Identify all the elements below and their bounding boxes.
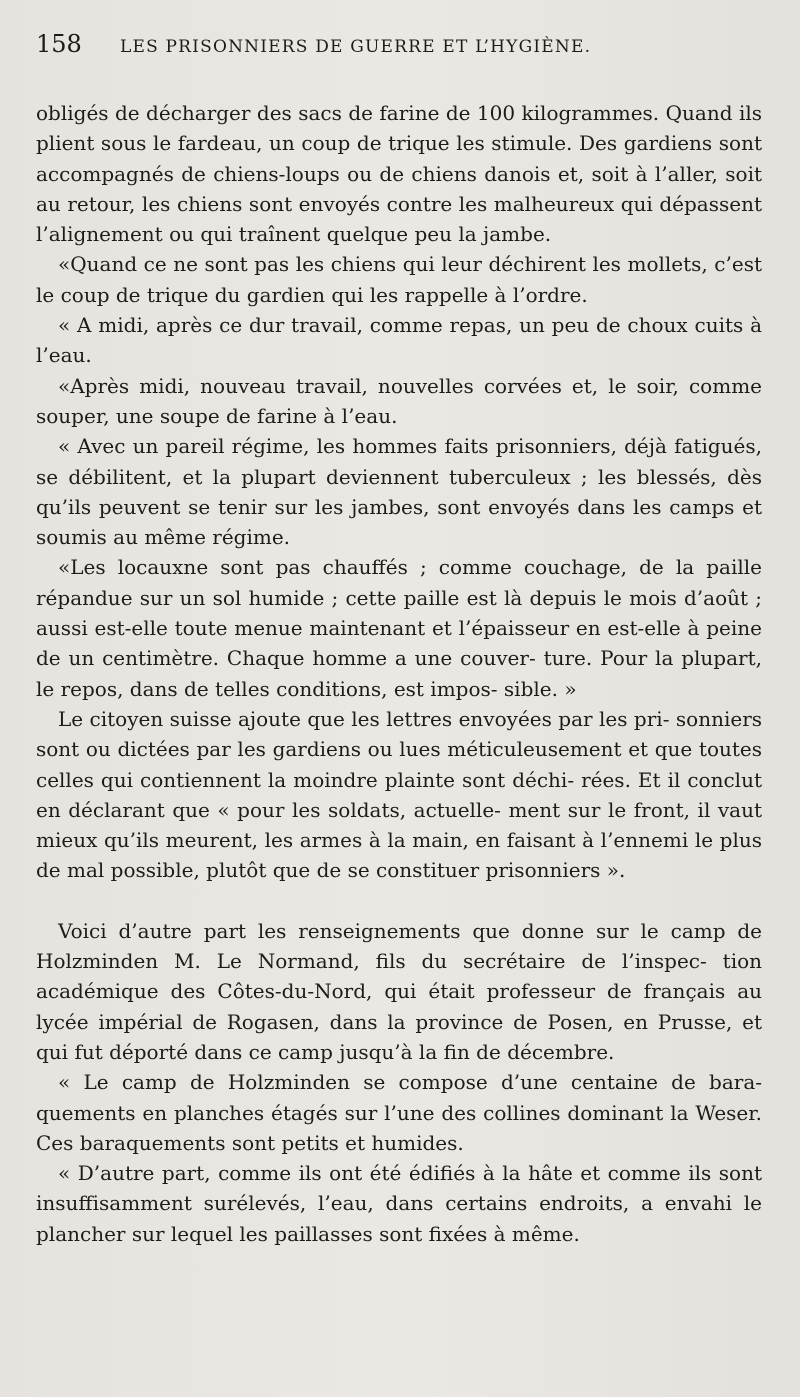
text-line: l’ordre. [512,282,588,307]
text-line: de Holzminden M. Le Normand, fils du secrétaire de l’inspec- [36,918,762,974]
text-line: en Prusse, et qui fut déporté dans ce camp jusqu’à la fin de [36,1009,762,1064]
text-line: quelque peu la jambe. [326,222,552,247]
text-line: Quand ils plient sous le fardeau, un coup de trique les stimule. [36,101,763,156]
text-line: sonniers sont ou dictées par les gardiens ou lues méticuleusement [36,706,763,762]
paragraph-3 [36,310,762,371]
text-line: Weser. Ces baraquements sont petits et humides. [36,1100,762,1155]
text-line: «Les locauxne sont pas chauffés ; comme couchage, de la paille [58,555,762,580]
text-line: a envahi le plancher sur lequel les paillasses sont fixées à même. [36,1191,763,1246]
text-line: tion académique des Côtes-du-Nord, qui était professeur de [36,949,763,1004]
text-line: main, en faisant à l’ennemi le plus de mal possible, plutôt que de [36,828,763,883]
text-line: «Quand ce ne sont pas les chiens qui leur déchirent les [58,252,621,277]
text-line: décembre. [507,1039,615,1064]
text-line: Le citoyen suisse ajoute que les lettres envoyées par les pri- [58,706,670,731]
text-line: ils sont insuffisamment surélevés, l’eau, dans certains endroits, [36,1161,762,1216]
text-line: et que toutes celles qui contiennent la moindre plainte sont déchi- [36,737,762,792]
text-line: mollets, c’est le coup de trique du gardien qui les rappelle à [36,252,762,307]
paragraph-8 [36,916,762,1067]
body-text [36,98,762,1249]
text-line: « D’autre part, comme ils ont été édifiés à la hâte et comme [58,1161,681,1186]
text-line: les blessés, dès qu’ils peuvent se tenir sur les jambes, sont envoyés [36,464,763,519]
text-line: Voici d’autre part les renseignements que donne sur le camp [58,918,726,943]
paragraph-4 [36,371,762,432]
text-line: obligés de décharger des sacs de farine de 100 kilogrammes. [36,101,660,125]
paragraph-7 [36,704,762,886]
text-line: Des gardiens sont accompagnés de chiens-loups ou de chiens [36,131,763,186]
paragraph-1 [36,98,762,249]
text-line: cuits à l’eau. [36,313,763,368]
paragraph-5 [36,431,762,552]
running-title: LES PRISONNIERS DE GUERRE ET L’HYGIÈNE. [120,37,592,57]
paragraph-10 [36,1158,762,1249]
text-line: ture. Pour la plupart, le repos, dans de telles conditions, est impos- [36,646,762,701]
text-line: quements en planches étagés sur l’une des collines dominant la [36,1100,689,1125]
paragraph-2 [36,249,762,310]
running-head [36,30,762,70]
text-line: fatigués, se débilitent, et la plupart deviennent tuberculeux ; [36,434,763,489]
text-line: rées. Et il conclut en déclarant que « pour les soldats, actuelle- [36,767,762,822]
page-number: 158 [36,30,82,58]
text-line: contre les malheureux qui dépassent l’alignement ou qui traînent [36,191,762,247]
text-line: ment sur le front, il vaut mieux qu’ils meurent, les armes à la [36,797,763,853]
text-line: « Le camp de Holzminden se compose d’une centaine de bara- [58,1070,762,1095]
text-line: est-elle à peine de un centimètre. Chaque homme a une couver- [36,616,762,671]
paragraph-9 [36,1067,762,1158]
text-line: répandue sur un sol humide ; cette paille est là depuis le mois [36,585,677,610]
text-line: sible. » [503,676,577,701]
text-line: se constituer prisonniers ». [347,858,626,883]
text-line: « A midi, après ce dur travail, comme repas, un peu de choux [58,313,688,338]
text-line: d’août ; aussi est-elle toute menue maintenant et l’épaisseur en [36,585,762,641]
text-line: français au lycée impérial de Rogasen, dans la province de Posen, [36,979,763,1034]
text-line: «Après midi, nouveau travail, nouvelles corvées et, le soir, [58,373,679,398]
text-line: comme souper, une soupe de farine à l’eau. [36,373,762,428]
text-line: « Avec un pareil régime, les hommes faits prisonniers, déjà [58,434,667,459]
text-line: danois et, soit à l’aller, soit au retour, les chiens sont envoyés [36,161,762,216]
paragraph-6 [36,552,762,703]
text-line: dans les camps et soumis au même régime. [36,494,763,550]
